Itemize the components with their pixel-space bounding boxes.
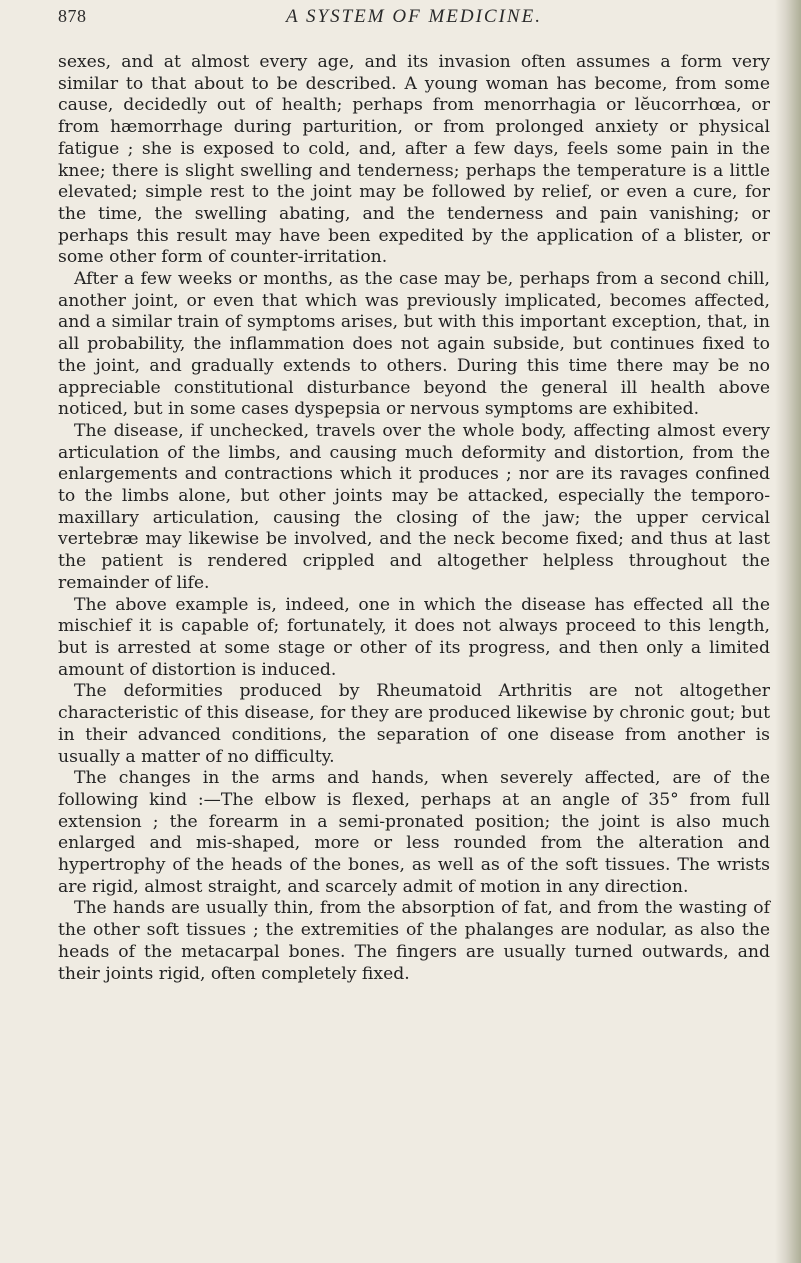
page-header [58, 6, 770, 36]
paragraph: The above example is, indeed, one in which the disease has effected all the mischief it is capable of; fortunately, it does not always proceed to this length, but is arrested at some stage or other of its progress, and then only a limited amount of distortion is induced. [58, 594, 770, 680]
body-text [58, 52, 770, 985]
running-title: A SYSTEM OF MEDICINE. [286, 6, 542, 27]
paragraph: After a few weeks or months, as the case may be, perhaps from a second chill, another joint, or even that which was previously implicated, becomes affected, and a similar train of symptoms arises, but with this important exception, that, in all probability, the inflammation does not again subside, but continues fixed to the joint, and gradually extends to others. During this time there may be no appreciable constitutional disturbance beyond the general ill health above noticed, but in some cases dyspepsia or nervous symptoms are exhibited. [58, 269, 770, 420]
paragraph: The disease, if unchecked, travels over the whole body, affecting almost every articulation of the limbs, and causing much deformity and distortion, from the enlargements and contractions which it produces ; nor are its ravages confined to the limbs alone, but other joints may be attacked, especially the temporo-maxillary articulation, causing the closing of the jaw; the upper cervical vertebræ may likewise be involved, and the neck become fixed; and thus at last the patient is rendered crippled and altogether helpless throughout the remainder of life. [58, 420, 770, 593]
paragraph: The changes in the arms and hands, when severely affected, are of the following kind :—The elbow is flexed, perhaps at an angle of 35° from full extension ; the forearm in a semi-pronated position; the joint is also much enlarged and mis-shaped, more or less rounded from the alteration and hypertrophy of the heads of the bones, as well as of the soft tissues. The wrists are rigid, almost straight, and scarcely admit of motion in any direction. [58, 768, 770, 897]
page-edge-shadow [775, 0, 801, 1263]
page-number: 878 [58, 6, 87, 26]
paragraph: The hands are usually thin, from the absorption of fat, and from the wasting of the other soft tissues ; the extremities of the phalanges are nodular, as also the heads of the metacarpal bones. The fingers are usually turned outwards, and their joints rigid, often completely fixed. [58, 898, 770, 984]
paragraph: sexes, and at almost every age, and its invasion often assumes a form very similar to that about to be described. A young woman has become, from some cause, decidedly out of health; perhaps from menorrhagia or lĕucorrhœa, or from hæmorrhage during parturition, or from prolonged anxiety or physical fatigue ; she is exposed to cold, and, after a few days, feels some pain in the knee; there is slight swelling and tenderness; perhaps the temperature is a little elevated; simple rest to the joint may be followed by relief, or even a cure, for the time, the swelling abating, and the tenderness and pain vanishing; or perhaps this result may have been expedited by the application of a blister, or some other form of counter-irritation. [58, 52, 770, 268]
paragraph: The deformities produced by Rheumatoid Arthritis are not altogether characteristic of this disease, for they are produced likewise by chronic gout; but in their advanced conditions, the separation of one disease from another is usually a matter of no difficulty. [58, 681, 770, 767]
